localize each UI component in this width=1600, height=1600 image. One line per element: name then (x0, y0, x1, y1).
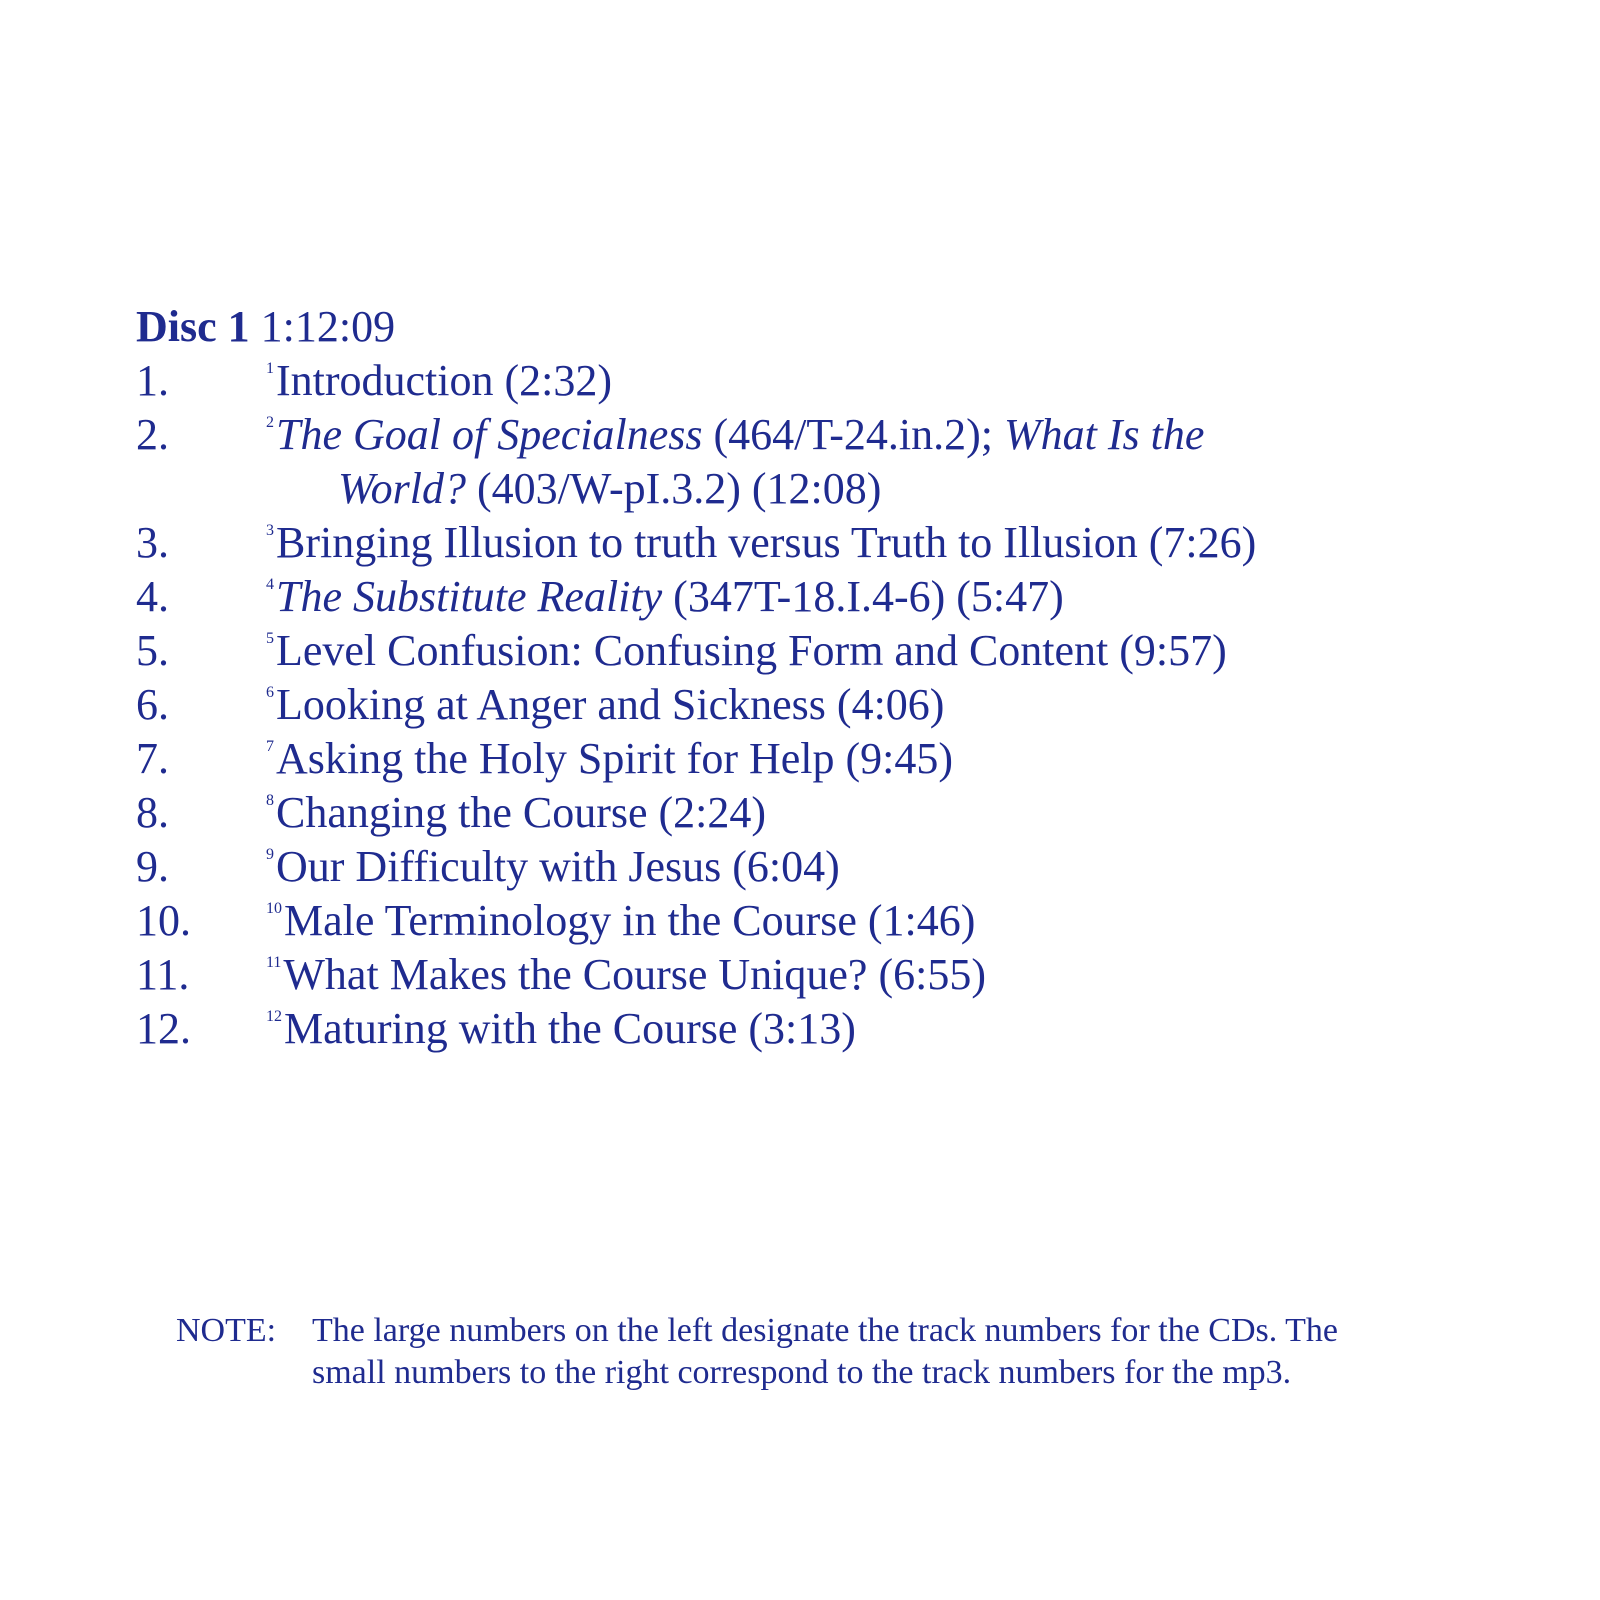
track-title-segment: (464/T-24.in.2); (702, 410, 1004, 459)
mp3-track-number: 9 (266, 846, 274, 863)
track-title-segment: Changing the Course (2:24) (276, 788, 767, 837)
note-line-2: small numbers to the right correspond to the track numbers for the mp3. (312, 1354, 1292, 1391)
cd-track-number: 6. (136, 680, 169, 729)
track-title-segment: Introduction (2:32) (276, 356, 613, 405)
cd-track-number: 8. (136, 788, 169, 837)
track-title-segment: (347T-18.I.4-6) (5:47) (662, 572, 1064, 621)
track-title-segment: The Goal of Specialness (276, 410, 703, 459)
track-title-segment: Maturing with the Course (3:13) (284, 1004, 856, 1053)
mp3-track-number: 6 (266, 684, 274, 701)
track-title-segment: What Is the (1003, 410, 1205, 459)
track-title-segment: (403/W-pI.3.2) (12:08) (465, 464, 882, 513)
track-title-segment: The Substitute Reality (276, 572, 663, 621)
track-title-segment: Looking at Anger and Sickness (4:06) (276, 680, 945, 729)
cd-track-number: 11. (136, 950, 190, 999)
note-label: NOTE: (176, 1312, 277, 1349)
track-title-segment: Our Difficulty with Jesus (6:04) (276, 842, 840, 891)
mp3-track-number: 3 (266, 522, 274, 539)
track-title-segment: What Makes the Course Unique? (6:55) (283, 950, 986, 999)
cd-track-number: 4. (136, 572, 169, 621)
track-list (136, 354, 1436, 1056)
track-row (136, 732, 1436, 786)
cd-track-number: 9. (136, 842, 169, 891)
mp3-track-number: 1 (266, 360, 274, 377)
cd-track-number: 5. (136, 626, 169, 675)
cd-track-number: 7. (136, 734, 169, 783)
track-row (136, 894, 1436, 948)
mp3-track-number: 11 (266, 954, 282, 971)
track-title (266, 1002, 856, 1066)
track-row (136, 516, 1436, 570)
mp3-track-number: 12 (266, 1008, 282, 1025)
mp3-track-number: 8 (266, 792, 274, 809)
track-title-segment: World? (338, 464, 466, 513)
note-line-1: The large numbers on the left designate the track numbers for the CDs. The (312, 1312, 1338, 1349)
track-row (136, 1002, 1436, 1056)
mp3-track-number: 2 (266, 414, 274, 431)
track-row (136, 408, 1436, 516)
track-row (136, 786, 1436, 840)
disc-label: Disc 1 (136, 302, 250, 351)
track-listing (136, 300, 1436, 1056)
track-row (136, 678, 1436, 732)
track-row (136, 354, 1436, 408)
track-row (136, 624, 1436, 678)
track-row (136, 840, 1436, 894)
track-title-continuation (338, 462, 881, 516)
track-title-segment: Level Confusion: Confusing Form and Content (9:57) (276, 626, 1227, 675)
disc-duration: 1:12:09 (260, 302, 396, 351)
disc-header (136, 300, 1436, 354)
track-title-segment: Male Terminology in the Course (1:46) (284, 896, 976, 945)
track-row (136, 948, 1436, 1002)
cd-track-number: 2. (136, 410, 169, 459)
track-row (136, 570, 1436, 624)
track-title-segment: Bringing Illusion to truth versus Truth to Illusion (7:26) (276, 518, 1257, 567)
cd-track-number: 12. (136, 1004, 191, 1053)
cd-track-number: 3. (136, 518, 169, 567)
cd-track-number: 10. (136, 896, 191, 945)
mp3-track-number: 10 (266, 900, 282, 917)
mp3-track-number: 4 (266, 576, 274, 593)
mp3-track-number: 5 (266, 630, 274, 647)
mp3-track-number: 7 (266, 738, 274, 755)
cd-track-number: 1. (136, 356, 169, 405)
track-title-segment: Asking the Holy Spirit for Help (9:45) (276, 734, 954, 783)
